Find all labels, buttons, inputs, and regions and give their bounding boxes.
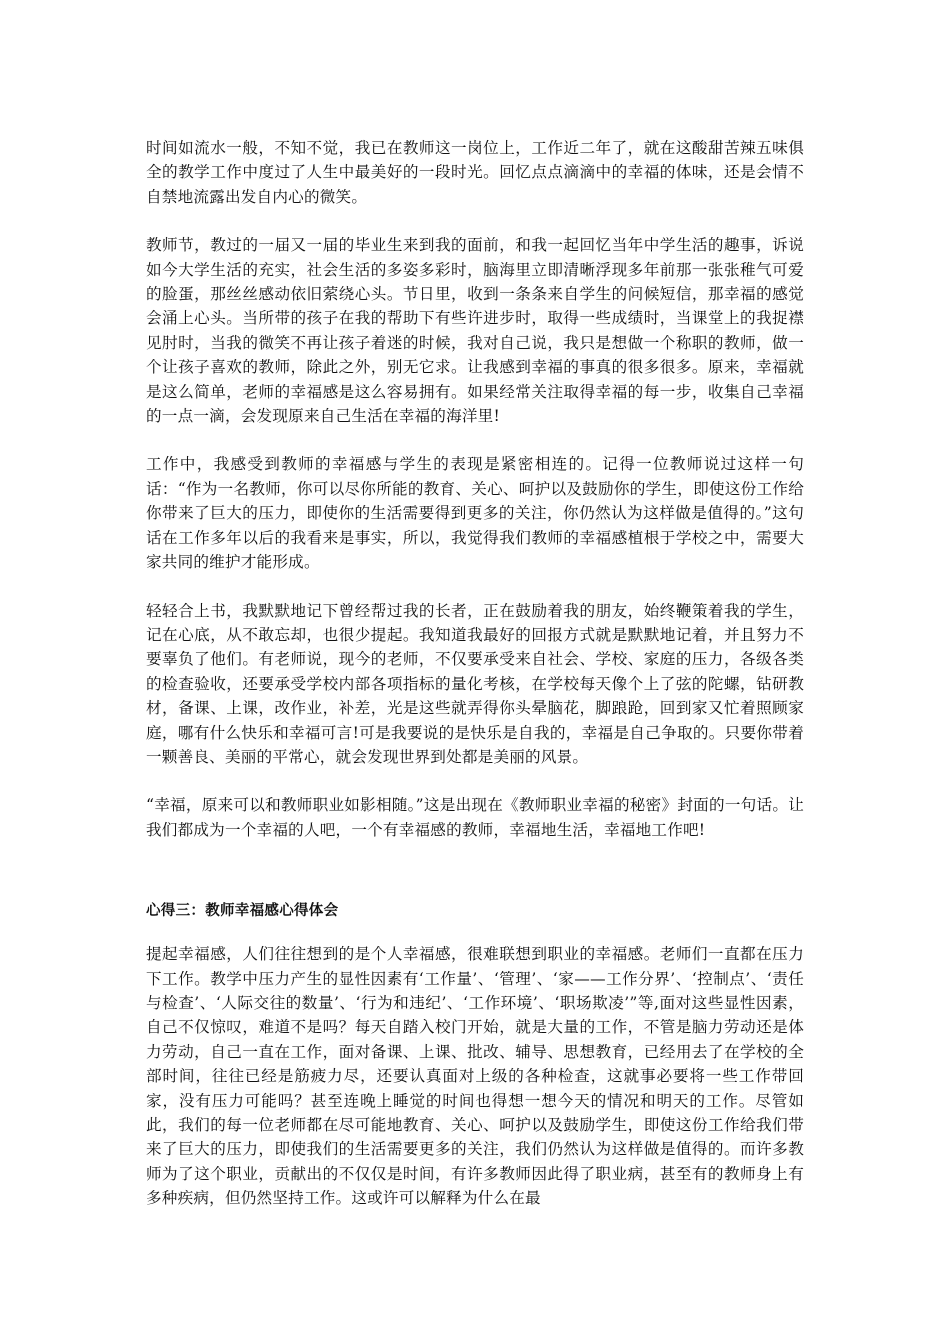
document-page	[146, 136, 804, 1211]
paragraph-work-happiness: 工作中，我感受到教师的幸福感与学生的表现是紧密相连的。记得一位教师说过这样一句话：“作为一名教师，你可以尽你所能的教育、关心、呵护以及鼓励你的学生，即使这份工作给你带来了巨大的压力，即使你的生活需要得到更多的关注，你仍然认为这样做是值得的。”这句话在工作多年以后的我看来是事实，所以，我觉得我们教师的幸福感植根于学校之中，需要大家共同的维护才能形成。	[146, 455, 804, 572]
paragraph-gratitude: 轻轻合上书，我默默地记下曾经帮过我的长者，正在鼓励着我的朋友，始终鞭策着我的学生，记在心底，从不敢忘却，也很少提起。我知道我最好的回报方式就是默默地记着，并且努力不要辜负了他们。有老师说，现今的老师，不仅要承受来自社会、学校、家庭的压力，各级各类的检查验收，还要承受学校内部各项指标的量化考核，在学校每天像个上了弦的陀螺，钻研教材，备课、上课，改作业，补差，光是这些就弄得你头晕脑花，脚踉跄，回到家又忙着照顾家庭，哪有什么快乐和幸福可言!可是我要说的是快乐是自我的，幸福是自己争取的。只要你带着一颗善良、美丽的平常心，就会发现世界到处都是美丽的风景。	[146, 601, 804, 766]
paragraph-section-three: 提起幸福感，人们往往想到的是个人幸福感，很难联想到职业的幸福感。老师们一直都在压力下工作。教学中压力产生的显性因素有‘工作量’、‘管理’、‘家——工作分界’、‘控制点’、‘责任与检查’、‘人际交往的数量’、‘行为和违纪’、‘工作环境’、‘职场欺凌’”等,面对这些显性因素，自己不仅惊叹，难道不是吗？每天自踏入校门开始，就是大量的工作，不管是脑力劳动还是体力劳动，自己一直在工作，面对备课、上课、批改、辅导、思想教育，已经用去了在学校的全部时间，往往已经是筋疲力尽，还要认真面对上级的各种检查，这就事必要将一些工作带回家，没有压力可能吗？甚至连晚上睡觉的时间也得想一想今天的情况和明天的工作。尽管如此，我们的每一位老师都在尽可能地教育、关心、呵护以及鼓励学生，即使这份工作给我们带来了巨大的压力，即使我们的生活需要更多的关注，我们仍然认为这样做是值得的。而许多教师为了这个职业，贡献出的不仅仅是时间，有许多教师因此得了职业病，甚至有的教师身上有多种疾病，但仍然坚持工作。这或许可以解释为什么在最	[146, 945, 804, 1208]
section-heading: 心得三：教师幸福感心得体会	[146, 902, 339, 920]
paragraph-intro: 时间如流水一般，不知不觉，我已在教师这一岗位上，工作近二年了，就在这酸甜苦辣五味俱全的教学工作中度过了人生中最美好的一段时光。回忆点点滴滴中的幸福的体味，还是会情不自禁地流露出发自内心的微笑。	[146, 139, 804, 206]
paragraph-closing-quote: “幸福，原来可以和教师职业如影相随。”这是出现在《教师职业幸福的秘密》封面的一句话。让我们都成为一个幸福的人吧，一个有幸福感的教师，幸福地生活，幸福地工作吧!	[146, 796, 804, 839]
paragraph-teachers-day: 教师节，教过的一届又一届的毕业生来到我的面前，和我一起回忆当年中学生活的趣事，诉说如今大学生活的充实，社会生活的多姿多彩时，脑海里立即清晰浮现多年前那一张张稚气可爱的脸蛋，那丝丝感动依旧萦绕心头。节日里，收到一条条来自学生的问候短信，那幸福的感觉会涌上心头。当所带的孩子在我的帮助下有些许进步时，取得一些成绩时，当课堂上的我捉襟见肘时，当我的微笑不再让孩子着迷的时候，我对自己说，我只是想做一个称职的教师，做一个让孩子喜欢的教师，除此之外，别无它求。让我感到幸福的事真的很多很多。原来，幸福就是这么简单，老师的幸福感是这么容易拥有。如果经常关注取得幸福的每一步，收集自己幸福的一点一滴，会发现原来自己生活在幸福的海洋里!	[146, 236, 804, 426]
